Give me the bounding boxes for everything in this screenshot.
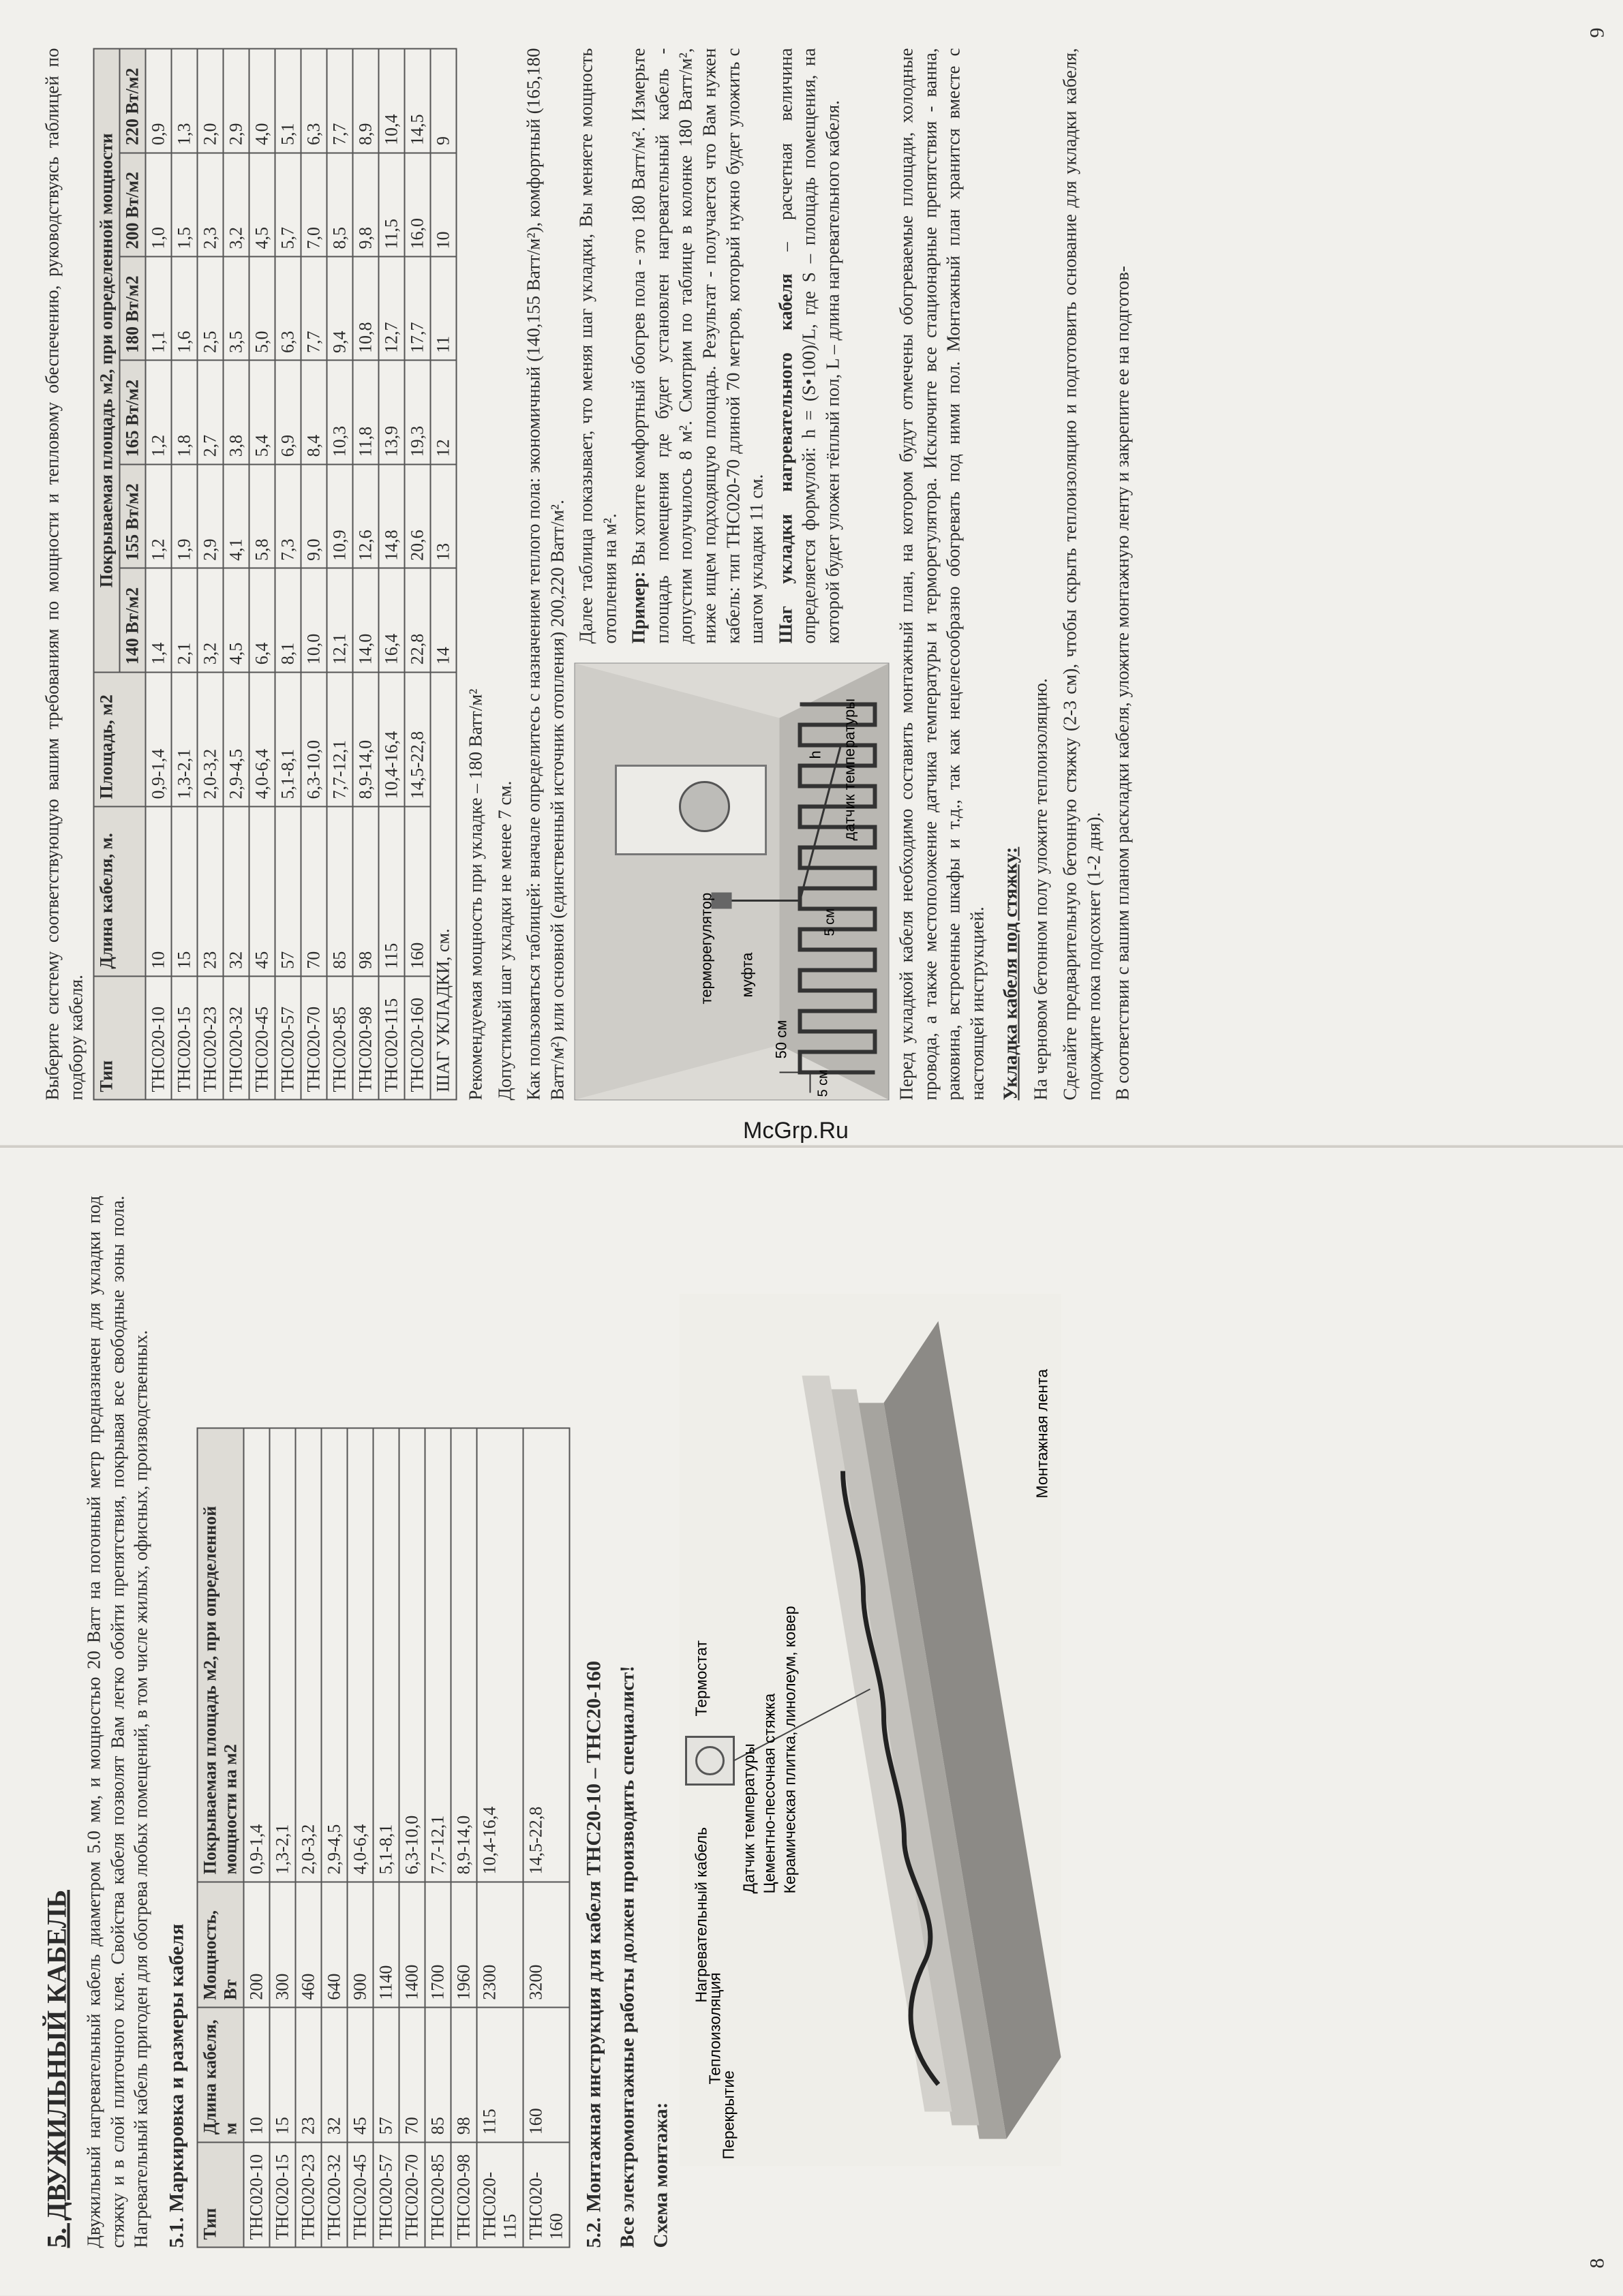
table-cell: 32 xyxy=(321,2008,347,2143)
th-length: Длина кабеля, м. xyxy=(94,807,146,977)
table-cell: 11,5 xyxy=(379,153,405,256)
example-text: Вы хотите комфортный обогрев пола - это 180 Ватт/м². Измерьте площадь помещения где будет установлен нагревательный кабель - допустим получилось 8 м². Смотрим по таблице в колонке 180 Ватт/м², ниже ищем подходящую площадь. Результат - получается что Вам нужен кабель: тип ТНС020-70 длиной 70 метров, который нужно будет уложить с шагом укладки 11 см. xyxy=(628,48,767,644)
step-cell: 13 xyxy=(431,464,457,568)
table-row xyxy=(249,49,275,1100)
table-cell: ТНС020-85 xyxy=(425,2142,451,2247)
page-8 xyxy=(0,1148,1623,2295)
table-cell: 2,0-3,2 xyxy=(295,1428,321,1882)
table-cell: 9,0 xyxy=(301,464,327,568)
th-180: 180 Вт/м2 xyxy=(120,256,146,360)
table-row xyxy=(373,1428,399,2247)
step-cell: 10 xyxy=(431,153,457,256)
table-cell: 3,5 xyxy=(224,256,249,360)
th-200: 200 Вт/м2 xyxy=(120,153,146,256)
table-cell: 7,0 xyxy=(301,153,327,256)
table-cell: 6,4 xyxy=(249,568,275,672)
selection-table xyxy=(93,48,457,1101)
table-cell: 1,3-2,1 xyxy=(269,1428,295,1882)
fig-50cm-label: 50 см xyxy=(772,1020,790,1059)
table-cell: 7,3 xyxy=(275,464,301,568)
table-row xyxy=(172,49,198,1100)
table-cell: 6,9 xyxy=(275,361,301,464)
selection-table-body xyxy=(146,49,431,1100)
table-cell: 5,1 xyxy=(275,49,301,153)
scheme-title: Схема монтажа: xyxy=(650,2102,672,2248)
table-cell: 45 xyxy=(249,807,275,977)
plan-text: Перед укладкой кабеля необходимо составить монтажный план, на котором будут отмечены обогреваемые площади, холодные провода, а также местоположение датчика температуры и терморегулятора. Исключите все стационарные препятствия - ванна, раковина, встроенные шкафы и т.д., так как нецелесообразно обогревать под ними пол. Монтажный план хранится вместе с настоящей инструкцией. xyxy=(896,48,988,1101)
table-row xyxy=(295,1428,321,2247)
table-cell: 23 xyxy=(295,2008,321,2143)
table-row xyxy=(321,1428,347,2247)
watermark: McGrp.Ru xyxy=(743,1118,849,1144)
table-cell: 1400 xyxy=(399,1882,425,2007)
table-row xyxy=(269,1428,295,2247)
table-cell: 5,7 xyxy=(275,153,301,256)
table-cell: 57 xyxy=(373,2008,399,2143)
table-cell: 10 xyxy=(243,2008,269,2143)
page-number-9: 9 xyxy=(1586,27,1609,38)
table-row xyxy=(198,49,224,1100)
table-cell: ТНС020-85 xyxy=(327,977,353,1100)
table-cell: 1,1 xyxy=(146,256,172,360)
table-cell: ТНС020-115 xyxy=(476,2142,523,2247)
table-cell: 7,7-12,1 xyxy=(327,672,353,806)
section-51-title: 5.1. Маркировка и размеры кабеля xyxy=(165,1923,188,2248)
table-cell: 4,0-6,4 xyxy=(347,1428,373,1882)
table-cell: 5,1-8,1 xyxy=(275,672,301,806)
table-row xyxy=(451,1428,476,2247)
step-cell: 14 xyxy=(431,568,457,672)
figure-and-text xyxy=(575,48,890,1101)
table-cell: 12,7 xyxy=(379,256,405,360)
table-cell: 6,3-10,0 xyxy=(399,1428,425,1882)
table-cell: 4,5 xyxy=(224,568,249,672)
page-9-content xyxy=(0,1,1623,1148)
th-140: 140 Вт/м2 xyxy=(120,568,146,672)
step-title: Шаг укладки нагревательного кабеля xyxy=(775,273,796,644)
table-row xyxy=(301,49,327,1100)
table-cell: 17,7 xyxy=(405,256,431,360)
table-cell: 2,3 xyxy=(198,153,224,256)
room-layout-figure xyxy=(575,663,890,1101)
table-cell: ТНС020-10 xyxy=(243,2142,269,2247)
table-cell: 10,0 xyxy=(301,568,327,672)
label-cable: Нагревательный кабель xyxy=(692,1826,710,2003)
table-cell: 2300 xyxy=(476,1882,523,2007)
table-cell: 45 xyxy=(347,2008,373,2143)
fig-5cm-label-a: 5 см xyxy=(815,1069,831,1097)
table-cell: 1,9 xyxy=(172,464,198,568)
installation-diagram xyxy=(679,1294,1061,2167)
table-cell: ТНС020-23 xyxy=(198,977,224,1100)
table-cell: 10,9 xyxy=(327,464,353,568)
screed-step-3: В соответствии с вашим планом раскладки кабеля, уложите монтажную ленту и закрепите ее на подготов- xyxy=(1112,266,1133,1101)
table-cell: 8,9 xyxy=(353,49,379,153)
table-cell: 10,4-16,4 xyxy=(476,1428,523,1882)
table-cell: 160 xyxy=(405,807,431,977)
table-cell: 9,8 xyxy=(353,153,379,256)
table-cell: 85 xyxy=(425,2008,451,2143)
fig-h-label: h xyxy=(806,750,824,759)
table-cell: ТНС020-15 xyxy=(269,2142,295,2247)
table-cell: 1,2 xyxy=(146,464,172,568)
table-cell: 3,2 xyxy=(198,568,224,672)
recommended-power: Рекомендуемая мощность при укладке – 180 Ватт/м² xyxy=(465,688,486,1101)
table-cell: 7,7 xyxy=(327,49,353,153)
table-cell: 23 xyxy=(198,807,224,977)
table-cell: 2,9-4,5 xyxy=(321,1428,347,1882)
page-8-content xyxy=(0,1148,1623,2296)
table-cell: 4,0 xyxy=(249,49,275,153)
table-cell: 11,8 xyxy=(353,361,379,464)
further-text: Далее таблица показывает, что меняя шаг укладки, Вы меняете мощность отопления на м². xyxy=(575,48,620,644)
label-sensor: Датчик температуры xyxy=(740,1743,758,1894)
table-cell: 22,8 xyxy=(405,568,431,672)
table-cell: 0,9 xyxy=(146,49,172,153)
screed-step-2: Сделайте предварительную бетонную стяжку (2-3 см), чтобы скрыть теплоизоляцию и подготовить основание для укладки кабеля, подождите пока подсохнет (1-2 дня). xyxy=(1059,48,1104,1101)
table-cell: ТНС020-115 xyxy=(379,977,405,1100)
th-area: Площадь, м2 xyxy=(94,672,146,806)
marking-table xyxy=(196,1427,570,2248)
table-cell: 8,9-14,0 xyxy=(353,672,379,806)
label-thermostat: Термостат xyxy=(692,1640,710,1717)
table-cell: ТНС020-15 xyxy=(172,977,198,1100)
table-cell: 14,5 xyxy=(405,49,431,153)
table-cell: 1,3 xyxy=(172,49,198,153)
table-cell: 2,9 xyxy=(224,49,249,153)
table-cell: 8,9-14,0 xyxy=(451,1428,476,1882)
page8-title: 5. ДВУЖИЛЬНЫЙ КАБЕЛЬ xyxy=(41,1890,72,2248)
table-cell: ТНС020-70 xyxy=(399,2142,425,2247)
table-cell: 1,0 xyxy=(146,153,172,256)
table-cell: 7,7-12,1 xyxy=(425,1428,451,1882)
table-cell: 1700 xyxy=(425,1882,451,2007)
table-cell: 2,9 xyxy=(198,464,224,568)
step-cell: 12 xyxy=(431,361,457,464)
table-cell: 115 xyxy=(379,807,405,977)
step-cell: 9 xyxy=(431,49,457,153)
table-row xyxy=(347,1428,373,2247)
table-cell: ТНС020-57 xyxy=(373,2142,399,2247)
mth-area: Покрываемая площадь м2, при определенной мощности на м2 xyxy=(197,1428,243,1882)
table-cell: 115 xyxy=(476,2008,523,2143)
table-cell: 160 xyxy=(523,2008,569,2143)
table-cell: 10,3 xyxy=(327,361,353,464)
label-tile: Керамическая плитка, линолеум, ковер xyxy=(780,1606,799,1894)
table-cell: ТНС020-98 xyxy=(353,977,379,1100)
page8-intro: Двужильный нагревательный кабель диаметром 5.0 мм, и мощностью 20 Ватт на погонный метр предназначен для укладки под стяжку и в слой плиточного клея. Свойства кабеля позволят Вам легко обойти препятствия, покрывая все свободные зоны пола. Нагревательный кабель пригоден для обогрева любых помещений, в том числе жилых, офисных, производственных. xyxy=(83,1195,151,2248)
label-screed: Цементно-песочная стяжка xyxy=(760,1693,778,1894)
table-cell: 4,0-6,4 xyxy=(249,672,275,806)
table-cell: 3,2 xyxy=(224,153,249,256)
th-group: Покрываемая площадь м2, при определенной мощности xyxy=(94,49,120,673)
table-row xyxy=(405,49,431,1100)
table-cell: 2,9-4,5 xyxy=(224,672,249,806)
table-cell: 1,4 xyxy=(146,568,172,672)
table-cell: 460 xyxy=(295,1882,321,2007)
th-155: 155 Вт/м2 xyxy=(120,464,146,568)
table-cell: 6,3 xyxy=(275,256,301,360)
label-insulation: Теплоизоляция xyxy=(706,1972,724,2085)
table-cell: 6,3 xyxy=(301,49,327,153)
table-cell: 9,4 xyxy=(327,256,353,360)
table-cell: ТНС020-70 xyxy=(301,977,327,1100)
table-cell: 5,4 xyxy=(249,361,275,464)
fig-coupling-label: муфта xyxy=(738,952,756,998)
table-cell: 5,1-8,1 xyxy=(373,1428,399,1882)
table-cell: ТНС020-32 xyxy=(321,2142,347,2247)
table-cell: 3200 xyxy=(523,1882,569,2007)
table-cell: ТНС020-57 xyxy=(275,977,301,1100)
label-floor: Перекрытие xyxy=(719,2070,738,2160)
table-cell: 57 xyxy=(275,807,301,977)
table-cell: 3,8 xyxy=(224,361,249,464)
table-cell: ТНС020-10 xyxy=(146,977,172,1100)
table-cell: 4,5 xyxy=(249,153,275,256)
screed-step-1: На черновом бетонном полу уложите теплоизоляцию. xyxy=(1030,678,1051,1101)
table-cell: 4,1 xyxy=(224,464,249,568)
table-cell: 1,2 xyxy=(146,361,172,464)
marking-header-row xyxy=(197,1428,243,2247)
table-cell: ТНС020-23 xyxy=(295,2142,321,2247)
fig-thermostat-label: терморегулятор xyxy=(697,892,715,1005)
table-cell: ТНС020-98 xyxy=(451,2142,476,2247)
table-cell: ТНС020-45 xyxy=(249,977,275,1100)
warning: Все электромонтажные работы должен производить специалист! xyxy=(616,1666,639,2248)
table-cell: 14,8 xyxy=(379,464,405,568)
mth-length: Длина кабеля, м xyxy=(197,2008,243,2143)
fig-sensor-label: датчик температуры xyxy=(840,698,858,841)
table-cell: 6,3-10,0 xyxy=(301,672,327,806)
fig-5cm-label-b: 5 см xyxy=(822,908,838,936)
screed-title: Укладка кабеля под стяжку: xyxy=(999,846,1022,1101)
table-row xyxy=(146,49,172,1100)
table-cell: 0,9-1,4 xyxy=(146,672,172,806)
table-cell: 8,1 xyxy=(275,568,301,672)
table-cell: 15 xyxy=(269,2008,295,2143)
step-formula-paragraph xyxy=(774,48,845,644)
marking-table-body xyxy=(243,1428,569,2247)
table-cell: 200 xyxy=(243,1882,269,2007)
table-cell: 1,5 xyxy=(172,153,198,256)
section-52-title: 5.2. Монтажная инструкция для кабеля ТНС20-10 – ТНС20-160 xyxy=(582,1661,605,2248)
th-165: 165 Вт/м2 xyxy=(120,361,146,464)
table-cell: 15 xyxy=(172,807,198,977)
table-cell: 8,5 xyxy=(327,153,353,256)
table-cell: 85 xyxy=(327,807,353,977)
step-cell: 11 xyxy=(431,256,457,360)
table-cell: 10,8 xyxy=(353,256,379,360)
table-cell: 5,8 xyxy=(249,464,275,568)
table-cell: 640 xyxy=(321,1882,347,2007)
page9-intro: Выберите систему соответствующую вашим требованиям по мощности и тепловому обеспечению, руководствуясь таблицей по подбору кабеля. xyxy=(42,48,87,1101)
table-cell: 1,8 xyxy=(172,361,198,464)
table-cell: 300 xyxy=(269,1882,295,2007)
table-cell: 2,0-3,2 xyxy=(198,672,224,806)
table-cell: 32 xyxy=(224,807,249,977)
usage-text: Как пользоваться таблицей: вначале определитесь с назначением теплого пола: экономичный (140,155 Ватт/м²), комфортный (165,180 Ватт/м²) или основной (единственный источник отопления) 200,220 Ватт/м². xyxy=(523,48,568,1101)
table-cell: ТНС020-45 xyxy=(347,2142,373,2247)
table-cell: 12,6 xyxy=(353,464,379,568)
table-cell: 900 xyxy=(347,1882,373,2007)
mth-type: Тип xyxy=(197,2142,243,2247)
table-cell: 1,6 xyxy=(172,256,198,360)
example-column xyxy=(575,48,890,644)
table-cell: 0,9-1,4 xyxy=(243,1428,269,1882)
table-row xyxy=(476,1428,523,2247)
table-cell: ТНС020-32 xyxy=(224,977,249,1100)
table-cell: 5,0 xyxy=(249,256,275,360)
table-row xyxy=(379,49,405,1100)
table-cell: 14,5-22,8 xyxy=(523,1428,569,1882)
table-cell: ТНС020-160 xyxy=(523,2142,569,2247)
label-tape: Монтажная лента xyxy=(1033,1368,1051,1499)
table-cell: 12,1 xyxy=(327,568,353,672)
table-cell: ТНС020-160 xyxy=(405,977,431,1100)
table-row xyxy=(353,49,379,1100)
example-label: Пример: xyxy=(628,571,649,644)
table-row xyxy=(275,49,301,1100)
table-cell: 16,0 xyxy=(405,153,431,256)
table-cell: 1960 xyxy=(451,1882,476,2007)
table-cell: 10,4-16,4 xyxy=(379,672,405,806)
table-cell: 16,4 xyxy=(379,568,405,672)
table-cell: 14,0 xyxy=(353,568,379,672)
table-cell: 7,7 xyxy=(301,256,327,360)
table-cell: 14,5-22,8 xyxy=(405,672,431,806)
table-cell: 13,9 xyxy=(379,361,405,464)
th-220: 220 Вт/м2 xyxy=(120,49,146,153)
page-number-8: 8 xyxy=(1586,2258,1609,2269)
table-cell: 2,1 xyxy=(172,568,198,672)
table-row xyxy=(399,1428,425,2247)
table-row xyxy=(224,49,249,1100)
mth-power: Мощность, Вт xyxy=(197,1882,243,2007)
table-header-row xyxy=(94,49,120,1100)
table-cell: 19,3 xyxy=(405,361,431,464)
table-cell: 70 xyxy=(301,807,327,977)
table-row xyxy=(425,1428,451,2247)
table-cell: 2,5 xyxy=(198,256,224,360)
table-cell: 1140 xyxy=(373,1882,399,2007)
step-text: – расчетная величина определяется формулой: h = (S•100)/L, где S – площадь помещения, на которой будет уложен тёплый пол, L – длина нагревательного кабеля. xyxy=(775,48,843,644)
example-paragraph xyxy=(627,48,768,644)
table-cell: 10 xyxy=(146,807,172,977)
table-row xyxy=(243,1428,269,2247)
table-cell: 70 xyxy=(399,2008,425,2143)
table-cell: 10,4 xyxy=(379,49,405,153)
table-cell: 98 xyxy=(451,2008,476,2143)
table-cell: 1,3-2,1 xyxy=(172,672,198,806)
step-label: ШАГ УКЛАДКИ, см. xyxy=(431,672,457,1099)
table-row xyxy=(523,1428,569,2247)
step-row xyxy=(431,49,457,1100)
table-cell: 2,0 xyxy=(198,49,224,153)
th-type: Тип xyxy=(94,977,146,1100)
min-step: Допустимый шаг укладки не менее 7 см. xyxy=(494,780,515,1101)
table-cell: 8,4 xyxy=(301,361,327,464)
table-cell: 20,6 xyxy=(405,464,431,568)
table-row xyxy=(327,49,353,1100)
table-cell: 2,7 xyxy=(198,361,224,464)
table-cell: 98 xyxy=(353,807,379,977)
